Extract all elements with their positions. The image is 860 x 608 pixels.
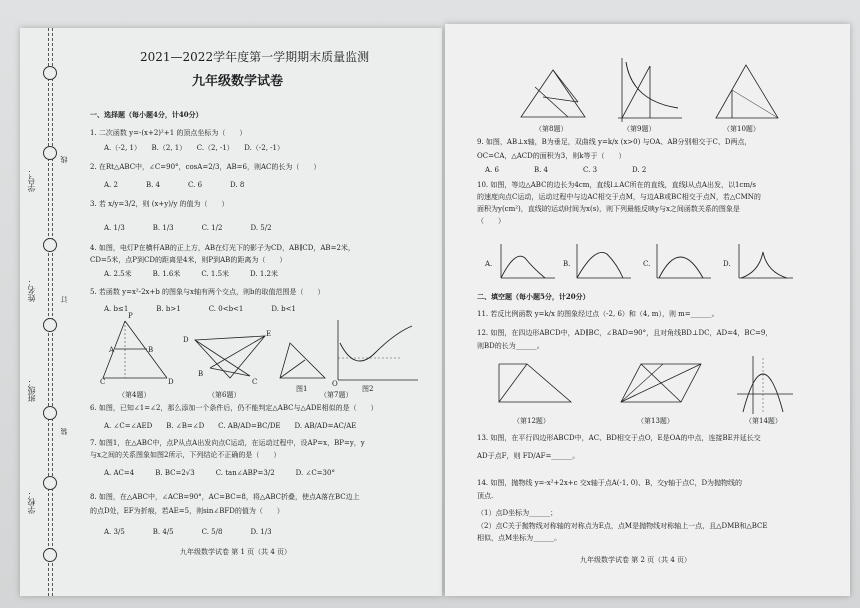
figure-q7-fig1 (275, 338, 330, 383)
fig1-label: 图1 (296, 385, 308, 393)
caption-q7: （第7题） (320, 391, 353, 399)
figure-q9 (610, 56, 685, 126)
student-id-label: 学号： (27, 168, 36, 192)
binding-hole (43, 406, 57, 420)
q10-text-line2: 的速度向点C运动，运动过程中与边AC相交于点M，与边AB或BC相交于点N，若△CMN的 (477, 193, 761, 201)
q10-text-line3: 面积为y(cm²)，直线l的运动时间为x(s)，则下列最能反映y与x之间函数关系的图象是 (477, 205, 740, 213)
fig2-label: 图2 (362, 385, 374, 393)
q10-option-c: C. (643, 260, 651, 268)
figure-q4 (95, 316, 175, 386)
caption-q10: （第10题） (723, 125, 760, 133)
label-b: B (198, 370, 204, 378)
q6-text: 6. 如图，已知∠1=∠2，那么添加一个条件后，仍不能判定△ABC与△ADE相似的是（ ） (90, 404, 378, 412)
binding-hole (43, 146, 57, 160)
binding-line-2 (52, 28, 53, 596)
q10-graph-b (573, 242, 633, 282)
exam-subject-title: 九年级数学试卷 (192, 74, 284, 89)
q3-options: A. 1/3 B. 1/3 C. 1/2 D. 5/2 (104, 224, 272, 232)
q12-text-line2: 则BD的长为______。 (477, 342, 544, 350)
q14-text-line1: 14. 如图，抛物线 y=-x²+2x+c 交x轴于点A(-1, 0)、B，交y轴于点C，D为抛物线的 (477, 479, 743, 487)
q1-options: A.（-2, 1） B.（2, 1） C.（2, -1） D.（-2, -1） (104, 144, 284, 152)
q10-text-line1: 10. 如图，等边△ABC的边长为4cm，直线l⊥AC所在的直线，直线l从点A出发，以1cm/s (477, 181, 756, 189)
label-d: D (168, 378, 174, 386)
label-p: P (128, 312, 133, 320)
q5-text: 5. 若函数 y=x²-2x+b 的图象与x轴有两个交点，则b的取值范围是（ ） (90, 288, 325, 296)
figure-q8 (513, 62, 593, 124)
q3-text: 3. 若 x/y=3/2，则 (x+y)/y 的值为（ ） (90, 200, 229, 208)
q12-text-line1: 12. 如图，在四边形ABCD中，AD∥BC，∠BAD=90°，且对角线BD⊥DC，AD=4，BC=9， (477, 329, 773, 337)
q7-text-line2: 与x之间的关系图象如图2所示，下列结论不正确的是（ ） (90, 451, 281, 459)
q8-options: A. 3/5 B. 4/5 C. 5/8 D. 1/3 (104, 528, 272, 536)
q10-graph-c (653, 242, 713, 282)
q9-options: A. 6 B. 4 C. 3 D. 2 (485, 166, 647, 174)
caption-q6: （第6题） (208, 391, 241, 399)
binding-mark-bind: 装 (60, 428, 68, 435)
q10-text-line4: （ ） (477, 217, 505, 225)
q14-sub2-line2: 相似，点M坐标为______。 (477, 534, 562, 542)
q9-text-line1: 9. 如图，AB⊥x轴，B为垂足，双曲线 y=k/x (x>0) 与OA、AB分别相交于C、D两点， (477, 138, 752, 146)
label-c: C (100, 378, 106, 386)
exam-page-1 (20, 28, 442, 596)
label-o: O (332, 380, 338, 388)
school-label: 学校： (27, 490, 36, 514)
label-e: E (266, 330, 272, 338)
q1-text: 1. 二次函数 y=-(x+2)²+1 的顶点坐标为（ ） (90, 129, 247, 137)
q10-graph-a (497, 242, 557, 282)
label-b: B (148, 346, 154, 354)
name-label: 姓名： (27, 278, 36, 302)
q10-graph-d (735, 242, 795, 282)
caption-q4: （第4题） (118, 391, 151, 399)
exam-page-2 (445, 24, 850, 596)
binding-hole (43, 318, 57, 332)
q9-text-line2: OC=CA，△ACD的面积为3，则k等于（ ） (477, 152, 626, 160)
q13-text-line2: AD于点F，则 FD/AF=______。 (477, 452, 580, 460)
q5-options: A. b≤1 B. b>1 C. 0<b<1 D. b<1 (104, 305, 296, 313)
binding-hole (43, 548, 57, 562)
figure-q7-fig2 (330, 318, 420, 388)
label-d: D (183, 336, 189, 344)
page2-footer: 九年级数学试卷 第 2 页（共 4 页） (580, 556, 692, 564)
caption-q9: （第9题） (623, 125, 656, 133)
q14-sub1: （1）点D坐标为______； (477, 509, 558, 517)
label-c: C (252, 378, 258, 386)
q7-text-line1: 7. 如图1，在△ABC中，点P从点A出发向点C运动，在运动过程中，设AP=x，BP=y，y (90, 439, 365, 447)
binding-hole (43, 66, 57, 80)
section2-title: 二、填空题（每小题5分，计20分） (477, 292, 590, 301)
binding-hole (43, 238, 57, 252)
q4-text-line2: CD=5米，点P到CD的距离是4米，则P到AB的距离为（ ） (90, 256, 287, 264)
q14-text-line2: 顶点. (477, 492, 494, 500)
q7-options: A. AC=4 B. BC=2√3 C. tan∠ABP=3/2 D. ∠C=30° (104, 469, 335, 477)
q10-option-b: B. (563, 260, 571, 268)
q6-options: A. ∠C=∠AED B. ∠B=∠D C. AB/AD=BC/DE D. AB/AD=AC/AE (104, 422, 357, 430)
class-label: 班级： (27, 378, 36, 402)
caption-q8: （第8题） (535, 125, 568, 133)
figure-q10 (710, 60, 785, 124)
q4-text-line1: 4. 如图，电灯P在横杆AB的正上方，AB在灯光下的影子为CD，AB∥CD，AB=2米， (90, 244, 355, 252)
q13-text-line1: 13. 如图，在平行四边形ABCD中，AC、BD相交于点O，E是OA的中点，连接BE并延长交 (477, 434, 761, 442)
binding-line (48, 28, 49, 596)
q14-sub2-line1: （2）点C关于抛物线对称轴的对称点为E点，点M是抛物线对称轴上一点，且△DMB和△BCE (477, 522, 768, 530)
q8-text-line1: 8. 如图，在△ABC中，∠ACB=90°，AC=BC=8，将△ABC折叠，使点A落在BC边上 (90, 493, 360, 501)
binding-hole (43, 476, 57, 490)
q2-text: 2. 在Rt△ABC中，∠C=90°，cosA=2/3，AB=6，则AC的长为（ ） (90, 163, 321, 171)
caption-q14: （第14题） (745, 417, 782, 425)
figure-q13 (617, 358, 705, 408)
label-a: A (109, 346, 115, 354)
exam-header-title: 2021—2022学年度第一学期期末质量监测 (140, 50, 370, 64)
binding-mark-order: 订 (60, 296, 68, 303)
section1-title: 一、选择题（每小题4分，计40分） (90, 110, 203, 119)
q10-option-d: D. (723, 260, 731, 268)
figure-q12 (493, 358, 575, 408)
figure-q14 (735, 354, 795, 416)
caption-q12: （第12题） (513, 417, 550, 425)
binding-mark-line: 线 (60, 156, 68, 163)
q8-text-line2: 的点D处，EF为折痕，若AE=5，则sin∠BFD的值为（ ） (90, 507, 284, 515)
q2-options: A. 2 B. 4 C. 6 D. 8 (104, 181, 245, 189)
page1-footer: 九年级数学试卷 第 1 页（共 4 页） (180, 548, 292, 556)
q10-option-a: A. (485, 260, 493, 268)
q11-text: 11. 若反比例函数 y=k/x 的图象经过点（-2, 6）和（4, m），则 m=______。 (477, 310, 719, 318)
caption-q13: （第13题） (637, 417, 674, 425)
q4-options: A. 2.5米 B. 1.6米 C. 1.5米 D. 1.2米 (104, 270, 278, 278)
